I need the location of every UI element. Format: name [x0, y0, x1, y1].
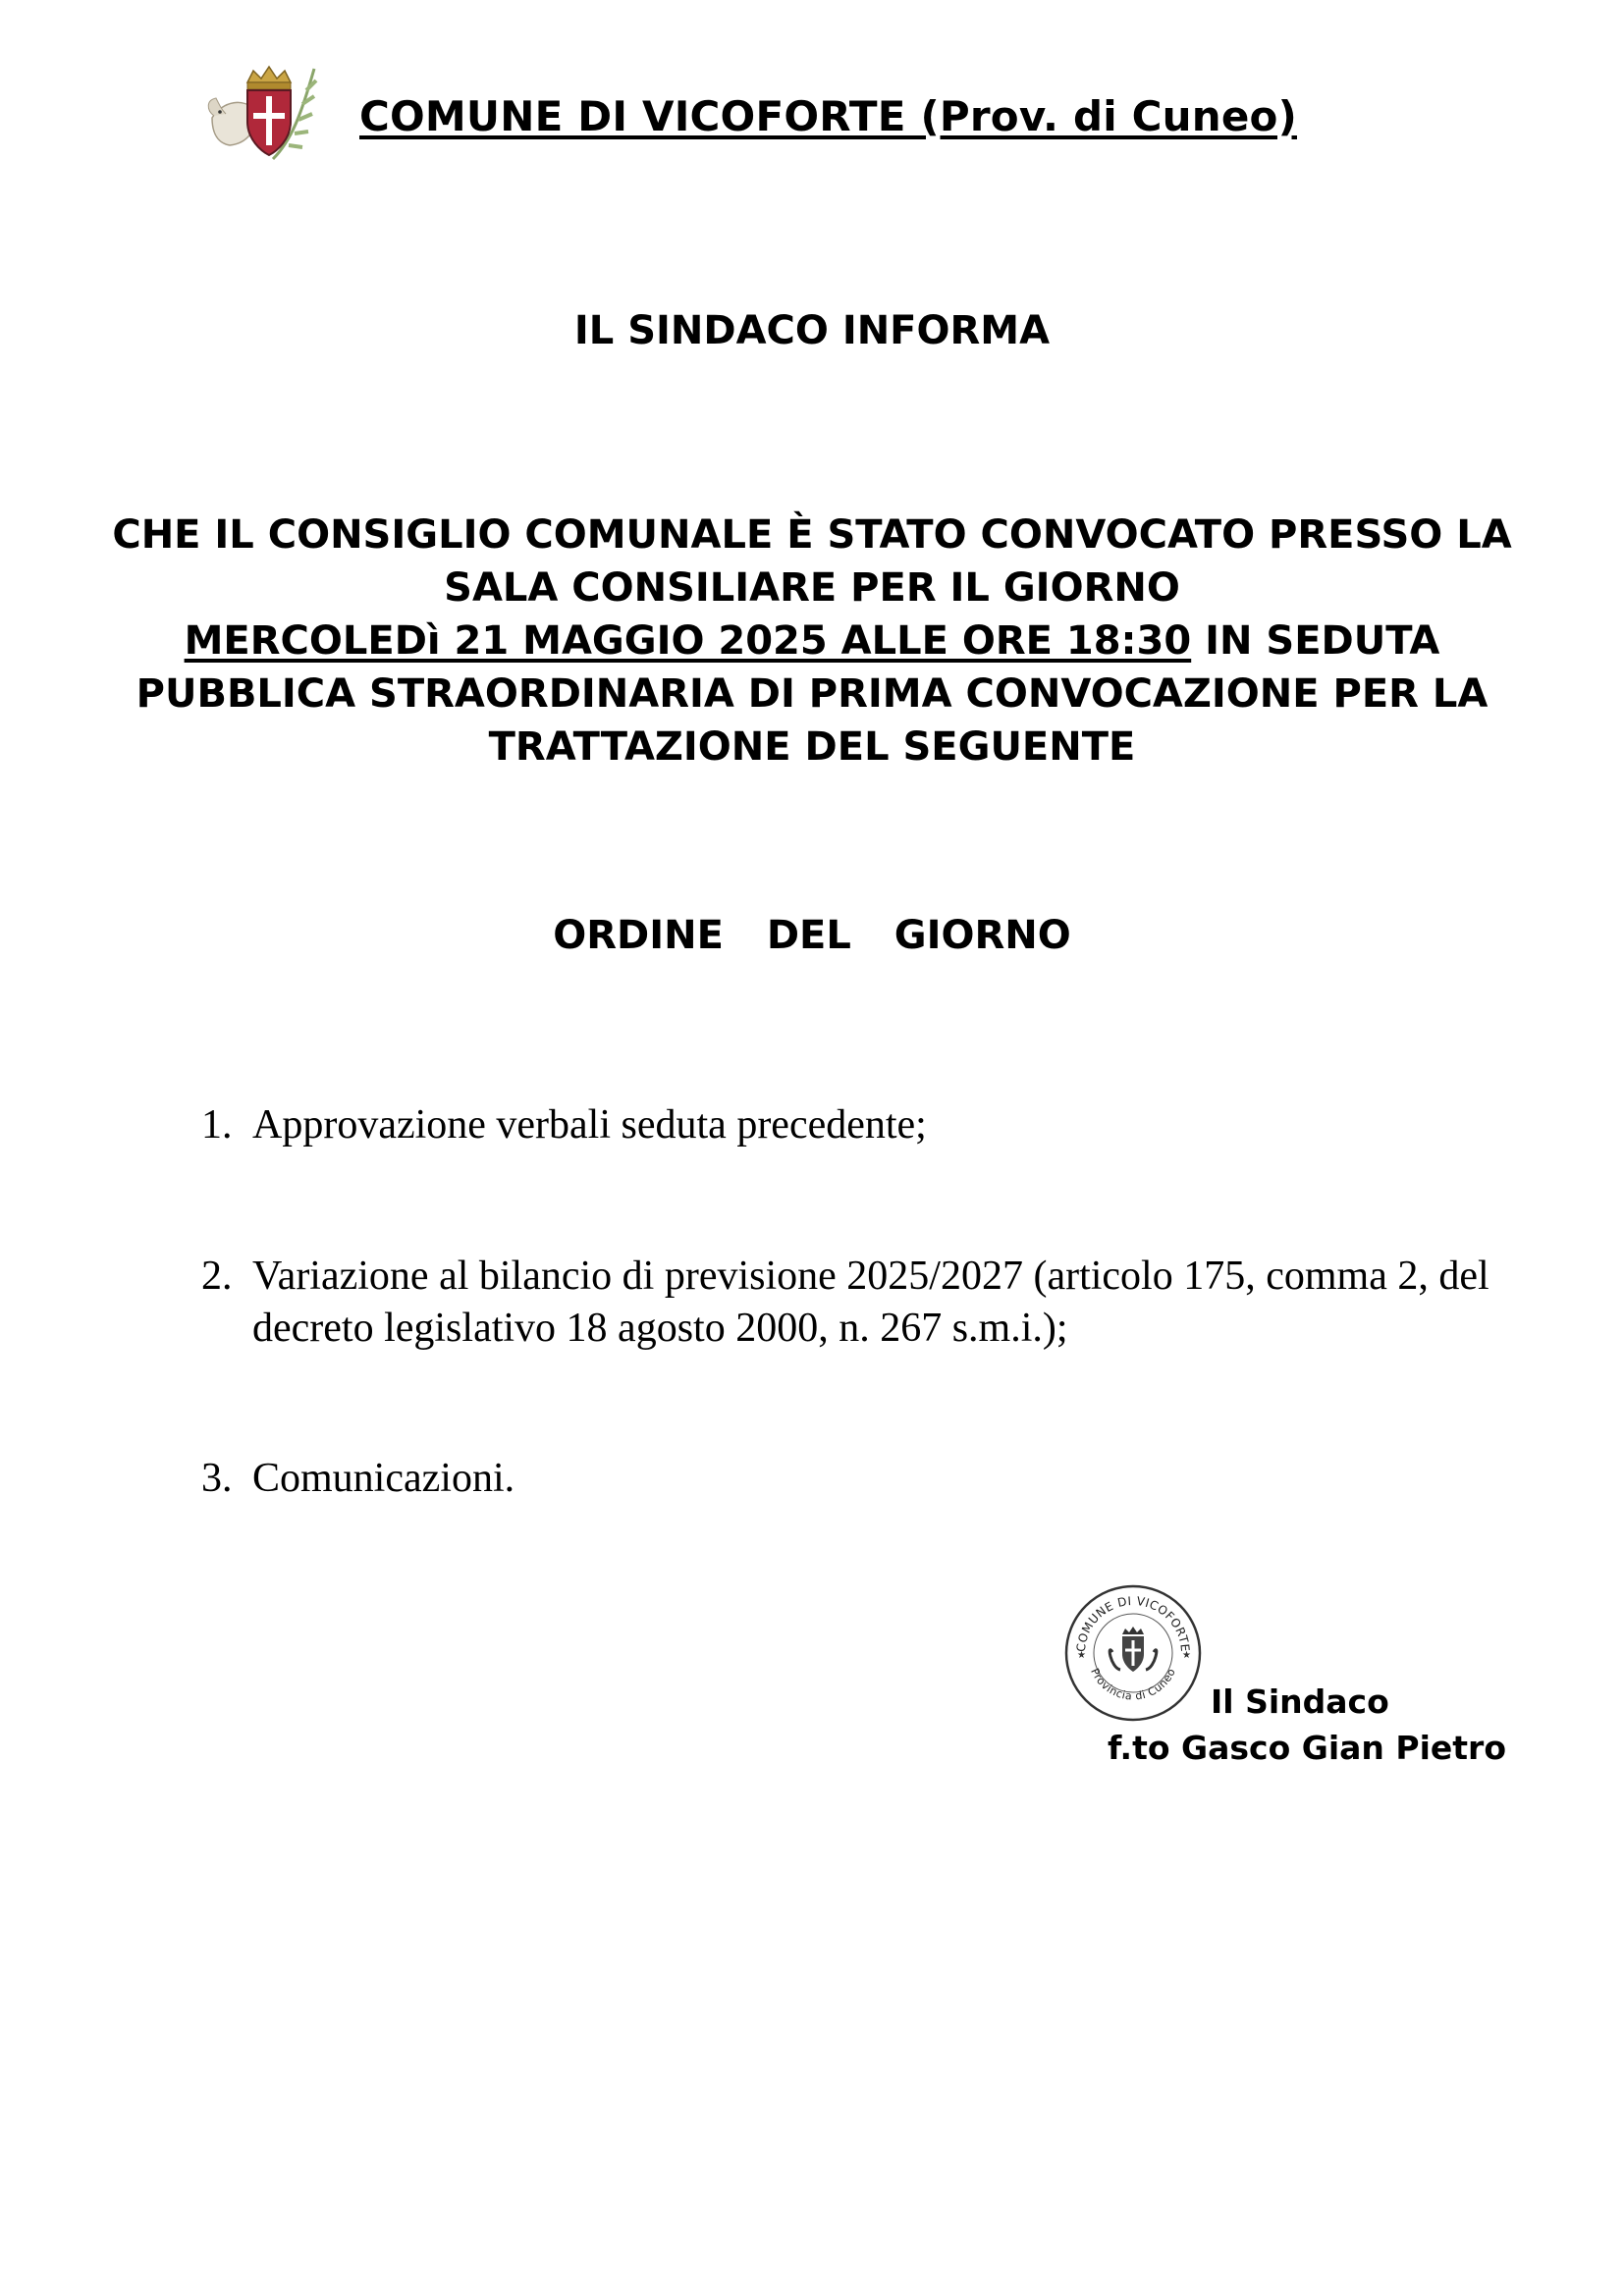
announcement-line-1: CHE IL CONSIGLIO COMUNALE È STATO CONVOCATO PRESSO LA: [112, 512, 1512, 558]
announcement-line-5: TRATTAZIONE DEL SEGUENTE: [488, 724, 1136, 770]
agenda-item: [201, 1453, 1558, 1505]
stamp-text-bottom: Provincia di Cuneo: [1088, 1666, 1178, 1703]
agenda-item-number: 1.: [201, 1102, 233, 1148]
agenda-item-text: Variazione al bilancio di previsione 2025/2027 (articolo 175, comma 2, del decreto legislativo 18 agosto 2000, n. 267 s.m.i.);: [252, 1254, 1489, 1351]
municipal-stamp-icon: [1063, 1583, 1203, 1723]
notice-heading: IL SINDACO INFORMA: [573, 308, 1051, 353]
stamp-text-top: COMUNE DI VICOFORTE: [1073, 1593, 1193, 1653]
announcement-text: [0, 508, 1624, 774]
agenda-item: [201, 1251, 1558, 1355]
agenda-title: ORDINE DEL GIORNO: [553, 913, 1071, 958]
announcement-line-3: [0, 614, 1624, 667]
svg-text:Provincia di Cuneo: [1088, 1667, 1178, 1703]
municipality-title: COMUNE DI VICOFORTE (Prov. di Cuneo): [359, 92, 1297, 140]
announcement-line-2: SALA CONSILIARE PER IL GIORNO: [444, 565, 1180, 611]
agenda-item: [201, 1099, 1558, 1151]
signatory-role: Il Sindaco: [1211, 1682, 1389, 1721]
meeting-date-time: MERCOLEDì 21 MAGGIO 2025 ALLE ORE 18:30: [184, 618, 1192, 664]
svg-text:★: ★: [1077, 1650, 1086, 1661]
announcement-line-3-rest: IN SEDUTA: [1191, 618, 1440, 664]
coat-of-arms-icon: [204, 61, 318, 167]
agenda-item-text: Comunicazioni.: [252, 1456, 515, 1501]
agenda-item-text: Approvazione verbali seduta precedente;: [252, 1102, 927, 1148]
announcement-line-4: PUBBLICA STRAORDINARIA DI PRIMA CONVOCAZIONE PER LA: [135, 671, 1489, 717]
agenda-item-number: 3.: [201, 1456, 233, 1501]
svg-text:★: ★: [1182, 1650, 1191, 1661]
signatory-name: f.to Gasco Gian Pietro: [1108, 1729, 1506, 1767]
agenda-item-number: 2.: [201, 1254, 233, 1299]
